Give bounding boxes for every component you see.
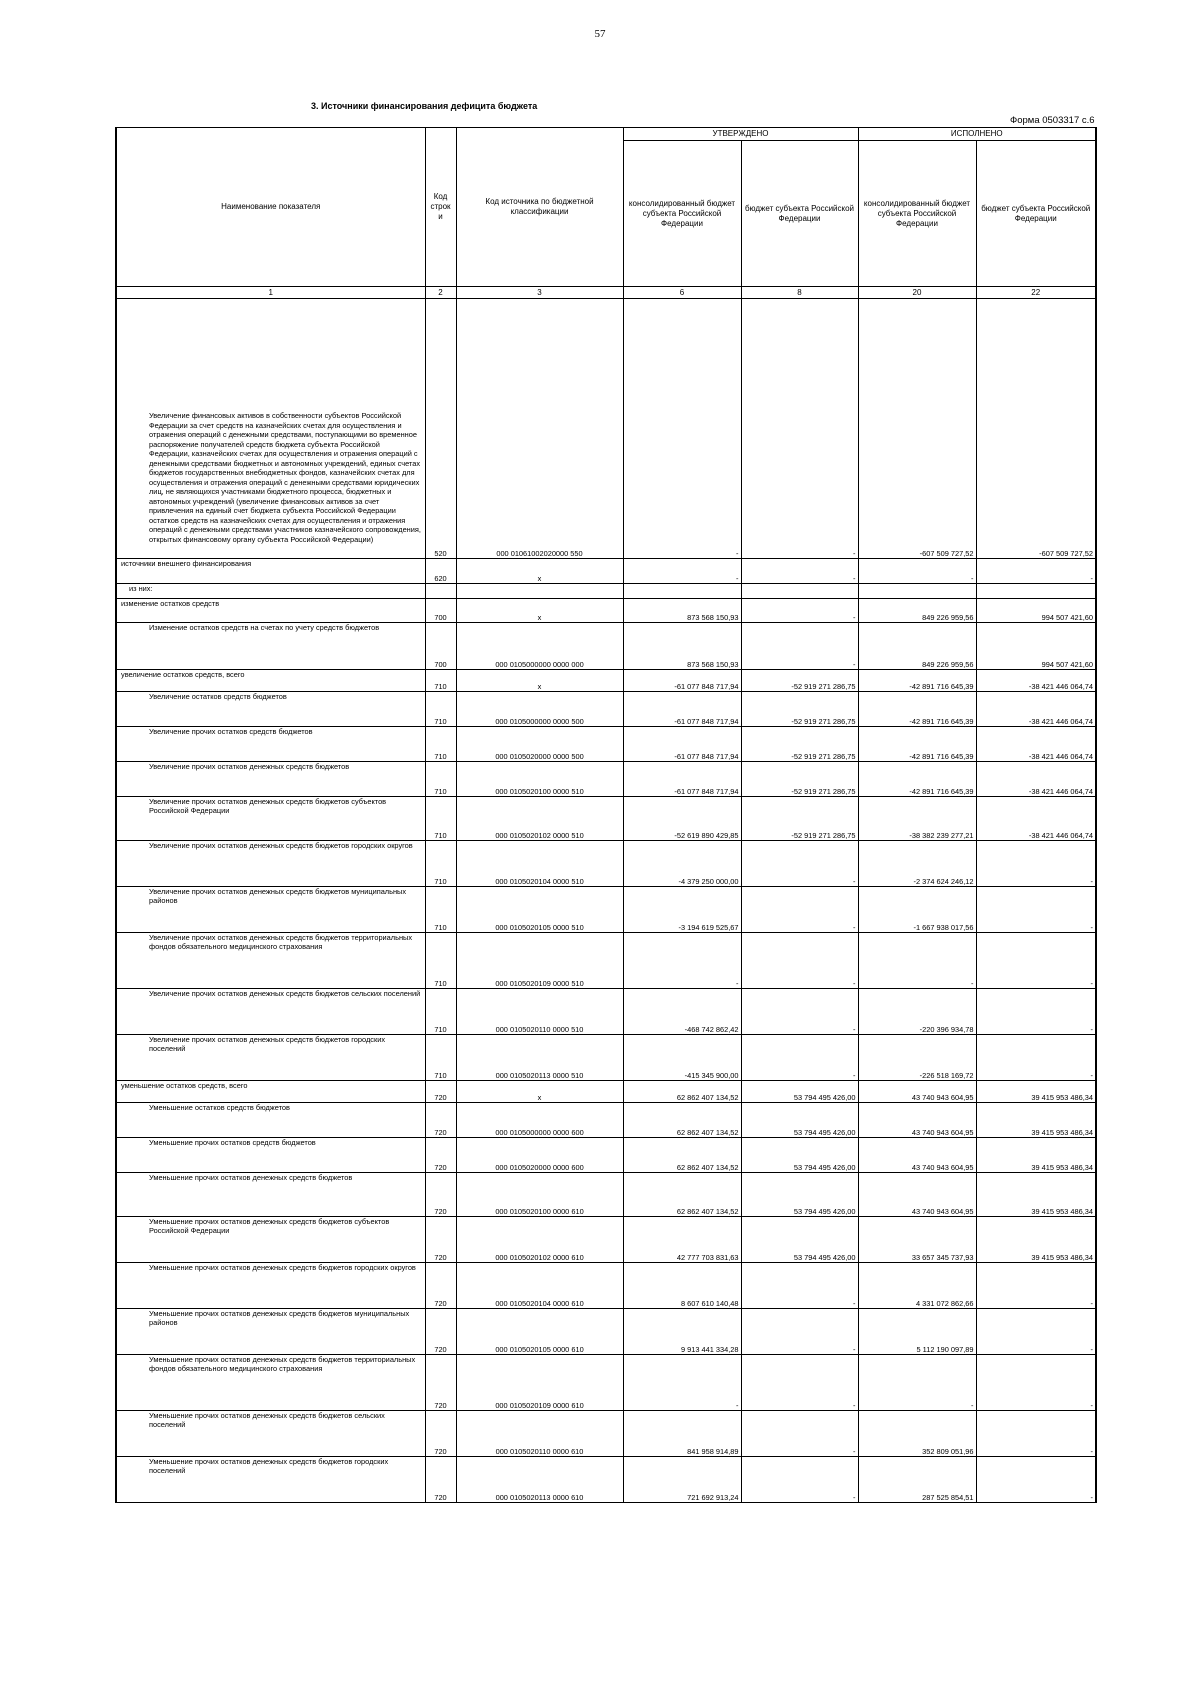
row-source-code: 000 0105000000 0000 500 [456,692,623,727]
approved-subject-value: - [741,887,858,933]
row-source-code: 000 0105020105 0000 510 [456,887,623,933]
table-row [116,1217,1096,1263]
row-name: увеличение остатков средств, всего [116,670,425,692]
row-name: Уменьшение прочих остатков денежных средств бюджетов [116,1173,425,1217]
approved-subject-value: - [741,1263,858,1309]
row-source-code: 000 0105000000 0000 000 [456,623,623,670]
approved-consolidated-value: 62 862 407 134,52 [623,1173,741,1217]
header-name: Наименование показателя [116,128,425,287]
row-source-code: 000 0105020109 0000 610 [456,1355,623,1411]
row-code: 710 [425,692,456,727]
executed-consolidated-value: 43 740 943 604,95 [858,1081,976,1103]
executed-subject-value: - [976,1355,1096,1411]
approved-subject-value: - [741,1355,858,1411]
approved-subject-value: - [741,1457,858,1503]
row-name: Увеличение прочих остатков денежных средств бюджетов городских поселений [116,1035,425,1081]
row-name: источники внешнего финансирования [116,559,425,584]
table-row [116,1173,1096,1217]
column-number: 6 [623,287,741,299]
approved-subject-value: - [741,559,858,584]
approved-consolidated-value: -468 742 862,42 [623,989,741,1035]
executed-subject-value: 994 507 421,60 [976,623,1096,670]
row-name: Увеличение прочих остатков денежных средств бюджетов сельских поселений [116,989,425,1035]
executed-consolidated-value: -2 374 624 246,12 [858,841,976,887]
approved-consolidated-value: 42 777 703 831,63 [623,1217,741,1263]
column-number: 8 [741,287,858,299]
row-code: 710 [425,797,456,841]
approved-consolidated-value: 62 862 407 134,52 [623,1103,741,1138]
header-executed-subject: бюджет субъекта Российской Федерации [976,141,1096,287]
column-number: 22 [976,287,1096,299]
sources-table [115,127,1097,1503]
executed-consolidated-value: -1 667 938 017,56 [858,887,976,933]
row-code [425,584,456,599]
row-code: 720 [425,1355,456,1411]
row-name: Уменьшение прочих остатков денежных средств бюджетов субъектов Российской Федерации [116,1217,425,1263]
executed-subject-value: 39 415 953 486,34 [976,1138,1096,1173]
executed-consolidated-value: 43 740 943 604,95 [858,1173,976,1217]
approved-consolidated-value: 62 862 407 134,52 [623,1081,741,1103]
approved-consolidated-value: 721 692 913,24 [623,1457,741,1503]
table-row [116,1081,1096,1103]
approved-subject-value: 53 794 495 426,00 [741,1103,858,1138]
row-source-code: 000 0105000000 0000 600 [456,1103,623,1138]
approved-subject-value: - [741,1035,858,1081]
executed-consolidated-value: - [858,559,976,584]
row-code: 710 [425,887,456,933]
executed-consolidated-value: -42 891 716 645,39 [858,670,976,692]
row-code: 710 [425,1035,456,1081]
approved-subject-value: -52 919 271 286,75 [741,762,858,797]
approved-consolidated-value: -61 077 848 717,94 [623,692,741,727]
executed-subject-value: - [976,1263,1096,1309]
row-source-code: 000 0105020000 0000 500 [456,727,623,762]
row-name: уменьшение остатков средств, всего [116,1081,425,1103]
executed-subject-value: 39 415 953 486,34 [976,1173,1096,1217]
row-name: Уменьшение прочих остатков денежных средств бюджетов территориальных фондов обязательного медицинского страхования [116,1355,425,1411]
row-name: Увеличение прочих остатков средств бюджетов [116,727,425,762]
executed-consolidated-value: 352 809 051,96 [858,1411,976,1457]
row-source-code: 000 0105020102 0000 610 [456,1217,623,1263]
column-number: 2 [425,287,456,299]
executed-subject-value: - [976,1411,1096,1457]
table-row [116,887,1096,933]
section-title: 3. Источники финансирования дефицита бюджета [311,101,538,111]
executed-subject-value: -38 421 446 064,74 [976,727,1096,762]
row-code: 720 [425,1173,456,1217]
row-name: Изменение остатков средств на счетах по учету средств бюджетов [116,623,425,670]
approved-consolidated-value: 8 607 610 140,48 [623,1263,741,1309]
approved-consolidated-value: 9 913 441 334,28 [623,1309,741,1355]
row-source-code: x [456,559,623,584]
row-name: Уменьшение прочих остатков денежных средств бюджетов сельских поселений [116,1411,425,1457]
approved-consolidated-value: 873 568 150,93 [623,623,741,670]
row-code: 720 [425,1217,456,1263]
row-name: из них: [116,584,425,599]
column-number: 20 [858,287,976,299]
executed-consolidated-value: 43 740 943 604,95 [858,1138,976,1173]
table-row [116,670,1096,692]
executed-subject-value: -38 421 446 064,74 [976,762,1096,797]
executed-subject-value: - [976,887,1096,933]
executed-consolidated-value: -42 891 716 645,39 [858,727,976,762]
row-code: 710 [425,670,456,692]
approved-consolidated-value: - [623,933,741,989]
executed-consolidated-value: -38 382 239 277,21 [858,797,976,841]
row-source-code: 000 01061002020000 550 [456,299,623,559]
row-code: 720 [425,1457,456,1503]
header-approved: УТВЕРЖДЕНО [623,128,858,141]
executed-consolidated-value: 849 226 959,56 [858,599,976,623]
table-row [116,1263,1096,1309]
header-source-code: Код источника по бюджетной классификации [456,128,623,287]
row-name: Увеличение прочих остатков денежных средств бюджетов муниципальных районов [116,887,425,933]
approved-subject-value: 53 794 495 426,00 [741,1173,858,1217]
approved-consolidated-value: -52 619 890 429,85 [623,797,741,841]
table-row [116,584,1096,599]
executed-subject-value: -38 421 446 064,74 [976,692,1096,727]
executed-subject-value: 994 507 421,60 [976,599,1096,623]
approved-consolidated-value: -61 077 848 717,94 [623,670,741,692]
row-code: 720 [425,1138,456,1173]
row-name: Увеличение остатков средств бюджетов [116,692,425,727]
row-name: Уменьшение прочих остатков денежных средств бюджетов городских округов [116,1263,425,1309]
table-row [116,559,1096,584]
row-name: изменение остатков средств [116,599,425,623]
row-name: Увеличение финансовых активов в собственности субъектов Российской Федерации за счет средств на казначейских счетах для осуществления и отражения операций с денежными средствами, поступающими во временное распоряжение получателей средств бюджета субъекта Российской Федерации, казначейских счетах для осуществления и отражения операций с денежными средствами бюджетных и автономных учреждений, единых счетах бюджетов государственных внебюджетных фондов, казначейских счетах для осуществления и отражения операций с денежными средствами юридических лиц, не являющихся участниками бюджетного процесса, бюджетных и автономных учреждений (увеличение финансовых активов за счет привлечения на единый счет бюджета субъекта Российской Федерации остатков средств на казначейских счетах для осуществления и отражения операций с денежными средствами участников казначейского сопровождения, открытых финансовому органу субъекта Российской Федерации) [116,299,425,559]
approved-consolidated-value [623,584,741,599]
approved-subject-value: - [741,299,858,559]
row-source-code: 000 0105020109 0000 510 [456,933,623,989]
approved-subject-value: - [741,1309,858,1355]
row-name: Уменьшение прочих остатков средств бюджетов [116,1138,425,1173]
row-source-code: 000 0105020100 0000 510 [456,762,623,797]
approved-subject-value: - [741,841,858,887]
approved-subject-value: - [741,623,858,670]
row-name: Увеличение прочих остатков денежных средств бюджетов [116,762,425,797]
header-approved-subject: бюджет субъекта Российской Федерации [741,141,858,287]
table-row [116,623,1096,670]
approved-consolidated-value: -3 194 619 525,67 [623,887,741,933]
approved-consolidated-value: -61 077 848 717,94 [623,762,741,797]
header-approved-consolidated: консолидированный бюджет субъекта Российской Федерации [623,141,741,287]
executed-consolidated-value: - [858,1355,976,1411]
row-code: 710 [425,841,456,887]
executed-consolidated-value: -220 396 934,78 [858,989,976,1035]
approved-consolidated-value: -415 345 900,00 [623,1035,741,1081]
approved-subject-value: - [741,989,858,1035]
executed-subject-value: - [976,933,1096,989]
row-name: Уменьшение прочих остатков денежных средств бюджетов городских поселений [116,1457,425,1503]
row-source-code [456,584,623,599]
table-row [116,797,1096,841]
table-row [116,933,1096,989]
row-code: 710 [425,727,456,762]
approved-consolidated-value: 873 568 150,93 [623,599,741,623]
table-row [116,1309,1096,1355]
approved-subject-value: -52 919 271 286,75 [741,797,858,841]
row-source-code: 000 0105020105 0000 610 [456,1309,623,1355]
executed-consolidated-value: 287 525 854,51 [858,1457,976,1503]
header-executed: ИСПОЛНЕНО [858,128,1096,141]
executed-subject-value: - [976,1309,1096,1355]
executed-consolidated-value: 5 112 190 097,89 [858,1309,976,1355]
approved-subject-value: 53 794 495 426,00 [741,1138,858,1173]
executed-subject-value: 39 415 953 486,34 [976,1103,1096,1138]
approved-subject-value: - [741,933,858,989]
row-code: 720 [425,1263,456,1309]
executed-consolidated-value: 849 226 959,56 [858,623,976,670]
table-row [116,1411,1096,1457]
row-source-code: 000 0105020104 0000 610 [456,1263,623,1309]
approved-consolidated-value: -4 379 250 000,00 [623,841,741,887]
executed-subject-value: - [976,1457,1096,1503]
executed-subject-value: 39 415 953 486,34 [976,1081,1096,1103]
approved-consolidated-value: 62 862 407 134,52 [623,1138,741,1173]
row-source-code: 000 0105020102 0000 510 [456,797,623,841]
executed-subject-value: - [976,1035,1096,1081]
approved-consolidated-value: - [623,1355,741,1411]
row-code: 710 [425,989,456,1035]
row-source-code: 000 0105020110 0000 510 [456,989,623,1035]
executed-subject-value: -38 421 446 064,74 [976,797,1096,841]
table-row [116,1138,1096,1173]
row-code: 710 [425,933,456,989]
approved-consolidated-value: - [623,299,741,559]
row-name: Увеличение прочих остатков денежных средств бюджетов городских округов [116,841,425,887]
row-name: Увеличение прочих остатков денежных средств бюджетов территориальных фондов обязательного медицинского страхования [116,933,425,989]
row-name: Увеличение прочих остатков денежных средств бюджетов субъектов Российской Федерации [116,797,425,841]
table-row [116,989,1096,1035]
row-name: Уменьшение остатков средств бюджетов [116,1103,425,1138]
executed-subject-value: 39 415 953 486,34 [976,1217,1096,1263]
form-code: Форма 0503317 с.6 [1010,115,1095,126]
approved-subject-value: -52 919 271 286,75 [741,670,858,692]
approved-subject-value: - [741,599,858,623]
approved-subject-value [741,584,858,599]
row-code: 720 [425,1309,456,1355]
table-row [116,1355,1096,1411]
table-row [116,1457,1096,1503]
table-row [116,841,1096,887]
executed-consolidated-value: -42 891 716 645,39 [858,692,976,727]
table-row [116,1035,1096,1081]
table-row [116,727,1096,762]
executed-consolidated-value: -226 518 169,72 [858,1035,976,1081]
row-code: 520 [425,299,456,559]
executed-consolidated-value [858,584,976,599]
row-code: 700 [425,623,456,670]
table-row [116,692,1096,727]
approved-consolidated-value: 841 958 914,89 [623,1411,741,1457]
header-row-code: Код строк и [425,128,456,287]
approved-subject-value: 53 794 495 426,00 [741,1217,858,1263]
row-source-code: 000 0105020113 0000 510 [456,1035,623,1081]
table-row [116,299,1096,559]
executed-subject-value: - [976,989,1096,1035]
header-executed-consolidated: консолидированный бюджет субъекта Российской Федерации [858,141,976,287]
executed-consolidated-value: -42 891 716 645,39 [858,762,976,797]
approved-subject-value: -52 919 271 286,75 [741,692,858,727]
row-source-code: 000 0105020104 0000 510 [456,841,623,887]
row-source-code: 000 0105020000 0000 600 [456,1138,623,1173]
row-code: 720 [425,1103,456,1138]
table-row [116,1103,1096,1138]
executed-consolidated-value: 43 740 943 604,95 [858,1103,976,1138]
table-row [116,599,1096,623]
executed-consolidated-value: -607 509 727,52 [858,299,976,559]
page-number: 57 [594,28,606,40]
column-number: 3 [456,287,623,299]
row-code: 700 [425,599,456,623]
row-source-code: 000 0105020110 0000 610 [456,1411,623,1457]
row-name: Уменьшение прочих остатков денежных средств бюджетов муниципальных районов [116,1309,425,1355]
approved-consolidated-value: -61 077 848 717,94 [623,727,741,762]
approved-subject-value: 53 794 495 426,00 [741,1081,858,1103]
row-source-code: 000 0105020113 0000 610 [456,1457,623,1503]
row-code: 720 [425,1081,456,1103]
executed-subject-value: - [976,841,1096,887]
approved-subject-value: - [741,1411,858,1457]
approved-consolidated-value: - [623,559,741,584]
executed-subject-value: - [976,559,1096,584]
row-source-code: x [456,1081,623,1103]
row-source-code: x [456,670,623,692]
column-number: 1 [116,287,425,299]
row-source-code: 000 0105020100 0000 610 [456,1173,623,1217]
row-code: 710 [425,762,456,797]
executed-subject-value [976,584,1096,599]
approved-subject-value: -52 919 271 286,75 [741,727,858,762]
executed-consolidated-value: 33 657 345 737,93 [858,1217,976,1263]
row-source-code: x [456,599,623,623]
table-row [116,762,1096,797]
row-code: 720 [425,1411,456,1457]
executed-subject-value: -38 421 446 064,74 [976,670,1096,692]
executed-subject-value: -607 509 727,52 [976,299,1096,559]
row-code: 620 [425,559,456,584]
executed-consolidated-value: 4 331 072 862,66 [858,1263,976,1309]
executed-consolidated-value: - [858,933,976,989]
